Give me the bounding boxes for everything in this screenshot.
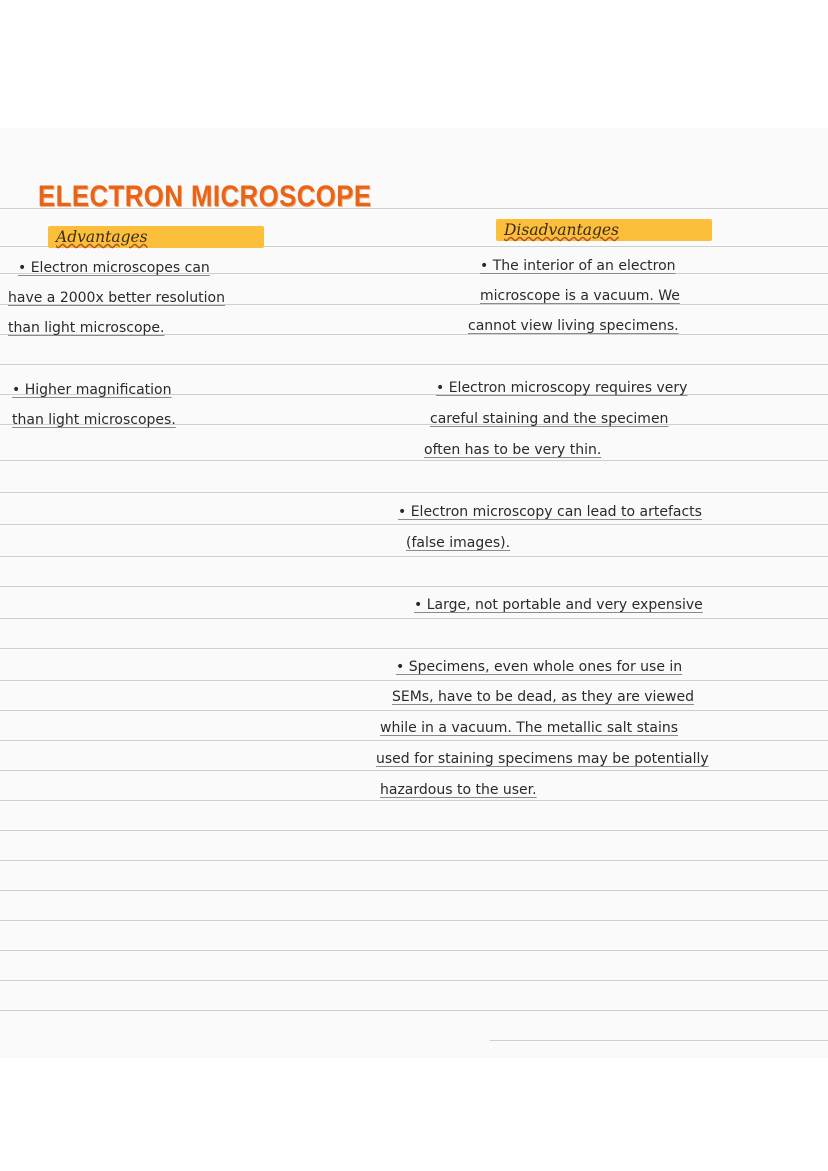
- rule-line: [0, 800, 828, 801]
- rule-line: [0, 460, 828, 461]
- rule-line: [0, 618, 828, 619]
- disadvantages-line: cannot view living specimens.: [468, 318, 679, 334]
- disadvantages-line: hazardous to the user.: [380, 782, 537, 798]
- disadvantages-line: (false images).: [406, 535, 511, 551]
- advantages-line: • Higher magnification: [12, 382, 172, 398]
- disadvantages-line: • Electron microscopy can lead to artefacts: [398, 504, 702, 520]
- rule-line: [0, 680, 828, 681]
- rule-line: [0, 890, 828, 891]
- advantages-line: than light microscope.: [8, 320, 165, 336]
- disadvantages-line: SEMs, have to be dead, as they are viewed: [392, 689, 694, 705]
- disadvantages-line: • Electron microscopy requires very: [436, 380, 688, 396]
- rule-line: [0, 556, 828, 557]
- disadvantages-heading: [496, 219, 712, 241]
- page-title: ELECTRON MICROSCOPE: [38, 180, 372, 213]
- disadvantages-heading-text: Disadvantages: [504, 221, 620, 239]
- disadvantages-line: • The interior of an electron: [480, 258, 676, 274]
- advantages-heading: [48, 226, 264, 248]
- rule-line: [0, 586, 828, 587]
- rule-line: [490, 1040, 828, 1041]
- disadvantages-line: while in a vacuum. The metallic salt stains: [380, 720, 678, 736]
- rule-line: [0, 770, 828, 771]
- rule-line: [0, 492, 828, 493]
- disadvantages-line: • Specimens, even whole ones for use in: [396, 659, 683, 675]
- advantages-line: have a 2000x better resolution: [8, 290, 225, 306]
- rule-line: [0, 740, 828, 741]
- advantages-line: than light microscopes.: [12, 412, 176, 428]
- disadvantages-line: often has to be very thin.: [424, 442, 602, 458]
- rule-line: [0, 524, 828, 525]
- disadvantages-line: careful staining and the specimen: [430, 411, 669, 427]
- rule-line: [0, 710, 828, 711]
- rule-line: [0, 1010, 828, 1011]
- disadvantages-line: used for staining specimens may be potentially: [376, 751, 709, 767]
- disadvantages-line: • Large, not portable and very expensive: [414, 597, 703, 613]
- rule-line: [0, 980, 828, 981]
- rule-line: [0, 364, 828, 365]
- advantages-heading-text: Advantages: [56, 228, 148, 246]
- rule-line: [0, 950, 828, 951]
- rule-line: [0, 920, 828, 921]
- rule-line: [0, 830, 828, 831]
- disadvantages-line: microscope is a vacuum. We: [480, 288, 680, 304]
- rule-line: [0, 860, 828, 861]
- rule-line: [0, 648, 828, 649]
- advantages-line: • Electron microscopes can: [18, 260, 210, 276]
